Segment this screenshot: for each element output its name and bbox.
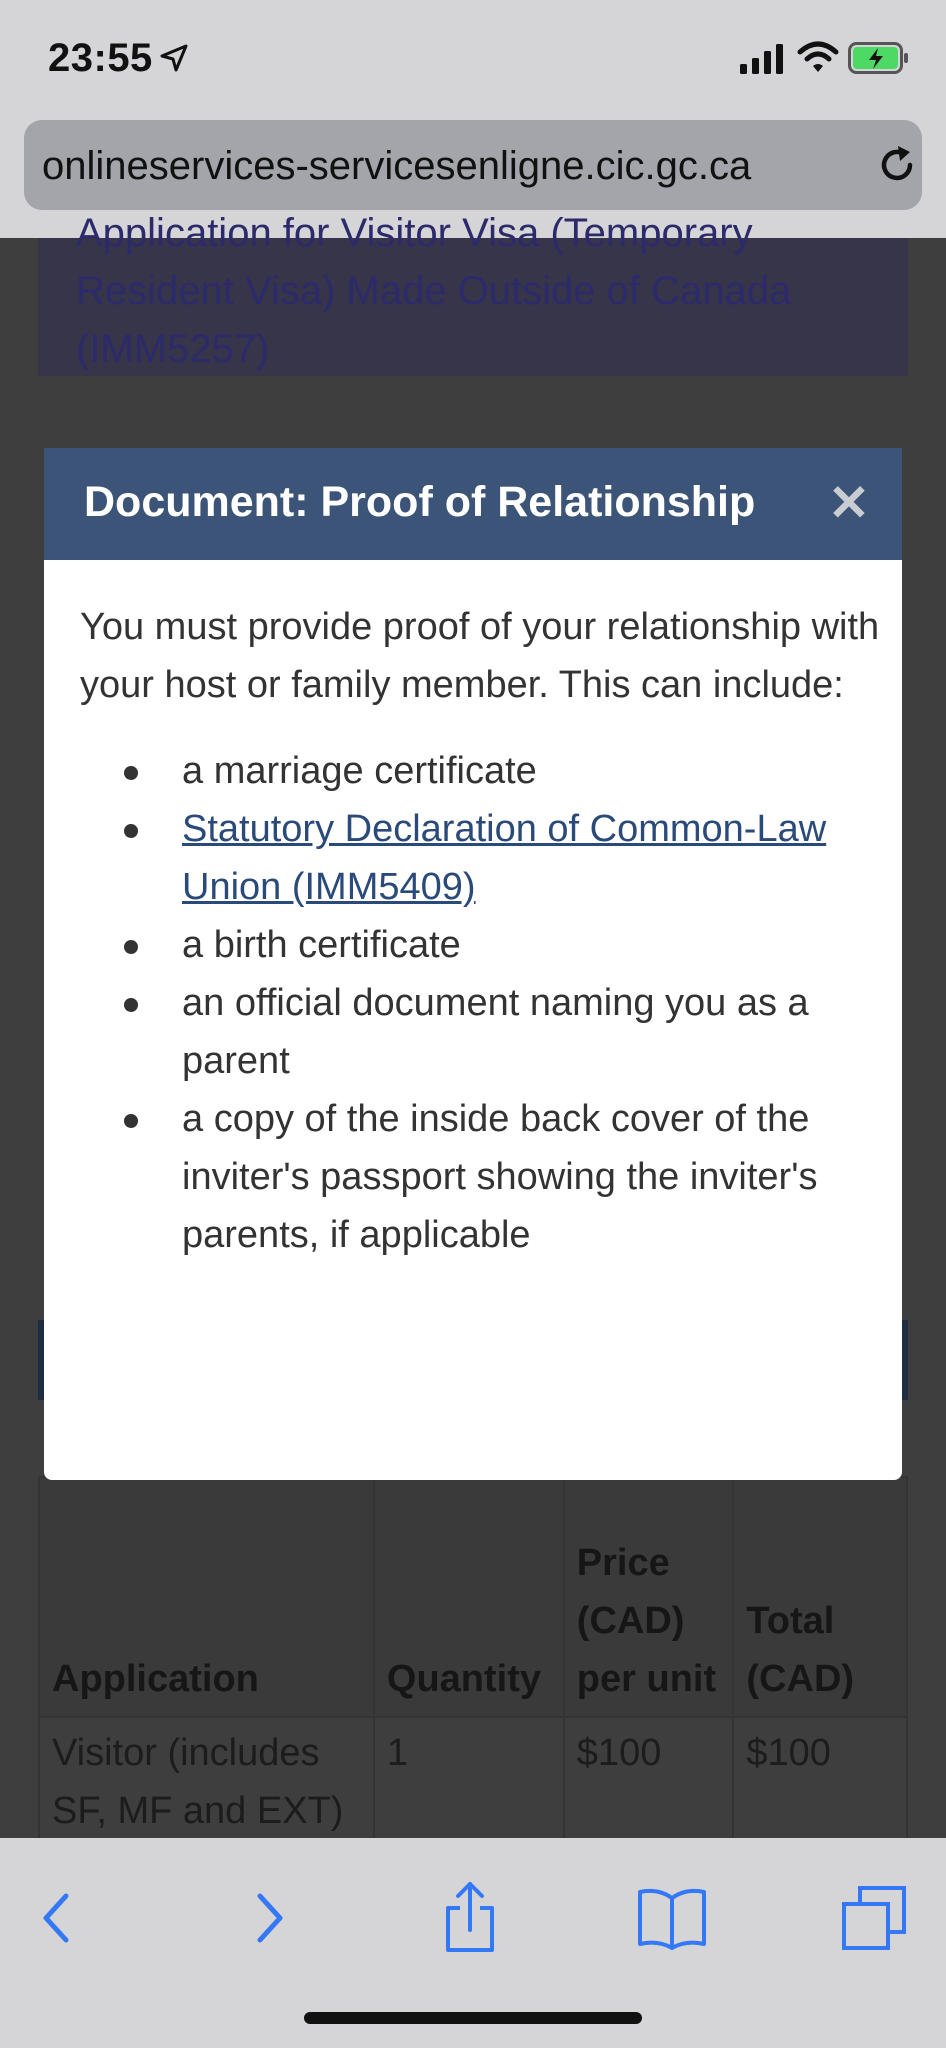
list-item: a copy of the inside back cover of the inviter's passport showing the inviter's parents, if applicable bbox=[80, 1090, 880, 1264]
modal-intro: You must provide proof of your relationship with your host or family member. This can include: bbox=[80, 606, 880, 706]
fee-table-header: Quantity bbox=[374, 1477, 564, 1717]
list-item: a marriage certificate bbox=[80, 742, 880, 800]
share-icon[interactable] bbox=[430, 1878, 510, 1958]
modal-header bbox=[44, 448, 902, 560]
battery-charging-icon bbox=[848, 42, 910, 74]
fee-table-header: Total (CAD) bbox=[733, 1477, 907, 1717]
back-icon[interactable] bbox=[20, 1878, 100, 1958]
banner-line: Resident Visa) Made Outside of Canada bbox=[76, 269, 792, 313]
tabs-icon[interactable] bbox=[834, 1878, 914, 1958]
forward-icon[interactable] bbox=[226, 1878, 306, 1958]
browser-toolbar bbox=[0, 1838, 946, 2048]
fee-table-cell: $100 bbox=[733, 1717, 907, 1841]
application-banner-text bbox=[76, 211, 876, 378]
home-indicator[interactable] bbox=[304, 2012, 642, 2024]
document-list bbox=[80, 742, 880, 1264]
modal-title: Document: Proof of Relationship bbox=[84, 478, 756, 526]
modal-body bbox=[80, 598, 880, 1264]
status-bar bbox=[0, 0, 946, 120]
fee-table-header: Price (CAD) per unit bbox=[564, 1477, 734, 1717]
statutory-declaration-link[interactable]: Statutory Declaration of Common-Law Union (IMM5409) bbox=[182, 808, 827, 908]
list-item: an official document naming you as a parent bbox=[80, 974, 880, 1090]
banner-line: Application for Visitor Visa (Temporary bbox=[76, 211, 753, 255]
bookmarks-icon[interactable] bbox=[632, 1878, 712, 1958]
cellular-signal-icon bbox=[740, 44, 786, 74]
status-time: 23:55 bbox=[48, 36, 153, 80]
list-item: a birth certificate bbox=[80, 916, 880, 974]
address-bar[interactable] bbox=[24, 120, 922, 210]
fee-table-header: Application bbox=[39, 1477, 374, 1717]
table-row bbox=[39, 1717, 907, 1841]
list-item bbox=[80, 800, 880, 916]
fee-table-cell: Visitor (includes SF, MF and EXT) bbox=[39, 1717, 374, 1841]
fee-table-cell: 1 bbox=[374, 1717, 564, 1841]
reload-icon[interactable] bbox=[874, 142, 920, 188]
fee-table-header-row bbox=[39, 1477, 907, 1717]
wifi-icon bbox=[798, 40, 838, 74]
banner-line: (IMM5257) bbox=[76, 327, 270, 371]
fee-table-cell: $100 bbox=[564, 1717, 734, 1841]
close-icon[interactable]: ✕ bbox=[828, 475, 870, 531]
proof-of-relationship-modal bbox=[44, 448, 902, 1480]
fee-table bbox=[38, 1476, 908, 1842]
url-text[interactable]: onlineservices-servicesenligne.cic.gc.ca bbox=[42, 144, 752, 188]
location-arrow-icon bbox=[158, 42, 190, 74]
